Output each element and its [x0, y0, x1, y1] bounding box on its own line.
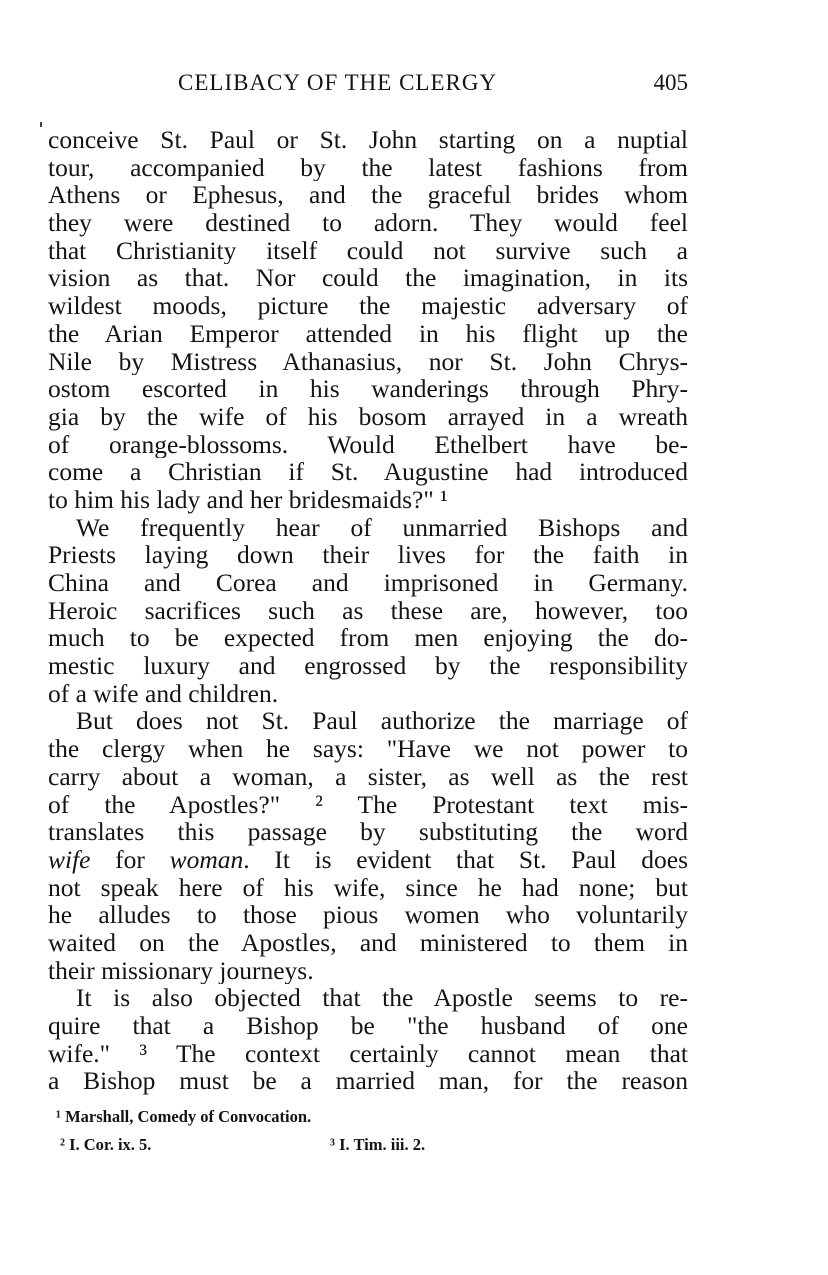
text-line: the Arian Emperor attended in his flight up the [48, 319, 688, 348]
text-line: wife." ³ The context certainly cannot mean that [48, 1039, 688, 1068]
text-line: ostom escorted in his wanderings through Phry- [48, 375, 688, 403]
text-line: he alludes to those pious women who voluntarily [48, 901, 688, 929]
text-line: vision as that. Nor could the imagination, in its [48, 264, 688, 293]
text-line: Heroic sacrifices such as these are, however, too [48, 596, 688, 625]
footnote-1: ¹ Marshall, Comedy of Convocation. [56, 1107, 312, 1126]
text-line: that Christianity itself could not survive such a [48, 236, 688, 265]
text-line: the clergy when he says: "Have we not power to [48, 735, 688, 763]
footnote-2: ² I. Cor. ix. 5. [60, 1135, 152, 1154]
text-line: Athens or Ephesus, and the graceful brides whom [48, 181, 688, 210]
text-line: It is also objected that the Apostle seems to re- [76, 984, 688, 1012]
footnotes [48, 1103, 688, 1159]
text-line: come a Christian if St. Augustine had introduced [48, 458, 688, 486]
text-line: not speak here of his wife, since he had none; but [48, 873, 688, 902]
text-line: of orange-blossoms. Would Ethelbert have be- [48, 430, 688, 459]
footnote-row [48, 1103, 688, 1131]
text-line: conceive St. Paul or St. John starting on a nuptial [48, 126, 688, 154]
text-line: gia by the wife of his bosom arrayed in a wreath [48, 402, 688, 431]
text-line: wife for woman. It is evident that St. Paul does [48, 845, 688, 874]
footnote-3: ³ I. Tim. iii. 2. [330, 1135, 426, 1154]
text-line: China and Corea and imprisoned in Germany. [48, 569, 688, 597]
text-line: But does not St. Paul authorize the marriage of [76, 707, 688, 736]
print-speck [40, 122, 42, 127]
text-line: We frequently hear of unmarried Bishops and [76, 513, 688, 542]
page-number: 405 [653, 70, 688, 95]
emphasis-text: wife [48, 845, 91, 874]
text-line: their missionary journeys. [48, 956, 314, 985]
text-line: a Bishop must be a married man, for the reason [48, 1067, 688, 1096]
text-line: to him his lady and her bridesmaids?" ¹ [48, 485, 448, 514]
text-line: Priests laying down their lives for the faith in [48, 541, 688, 569]
text-line: Nile by Mistress Athanasius, nor St. John Chrys- [48, 347, 688, 376]
text-line: quire that a Bishop be "the husband of one [48, 1012, 688, 1040]
running-head [48, 70, 688, 100]
emphasis-text: woman [169, 845, 244, 874]
running-title: CELIBACY OF THE CLERGY [178, 70, 498, 95]
text-line: mestic luxury and engrossed by the responsibility [48, 652, 688, 680]
footnote-row [48, 1131, 688, 1159]
text-line: wildest moods, picture the majestic adversary of [48, 292, 688, 320]
text-line: waited on the Apostles, and ministered to them in [48, 928, 688, 957]
text-line: much to be expected from men enjoying the do- [48, 624, 688, 653]
text-line: they were destined to adorn. They would feel [48, 209, 688, 237]
text-line: tour, accompanied by the latest fashions from [48, 153, 688, 182]
text-line: translates this passage by substituting the word [48, 818, 688, 846]
text-line: of a wife and children. [48, 679, 279, 708]
body-text [48, 126, 688, 1095]
text-line: carry about a woman, a sister, as well as the rest [48, 762, 688, 791]
text-line: of the Apostles?" ² The Protestant text mis- [48, 790, 688, 819]
